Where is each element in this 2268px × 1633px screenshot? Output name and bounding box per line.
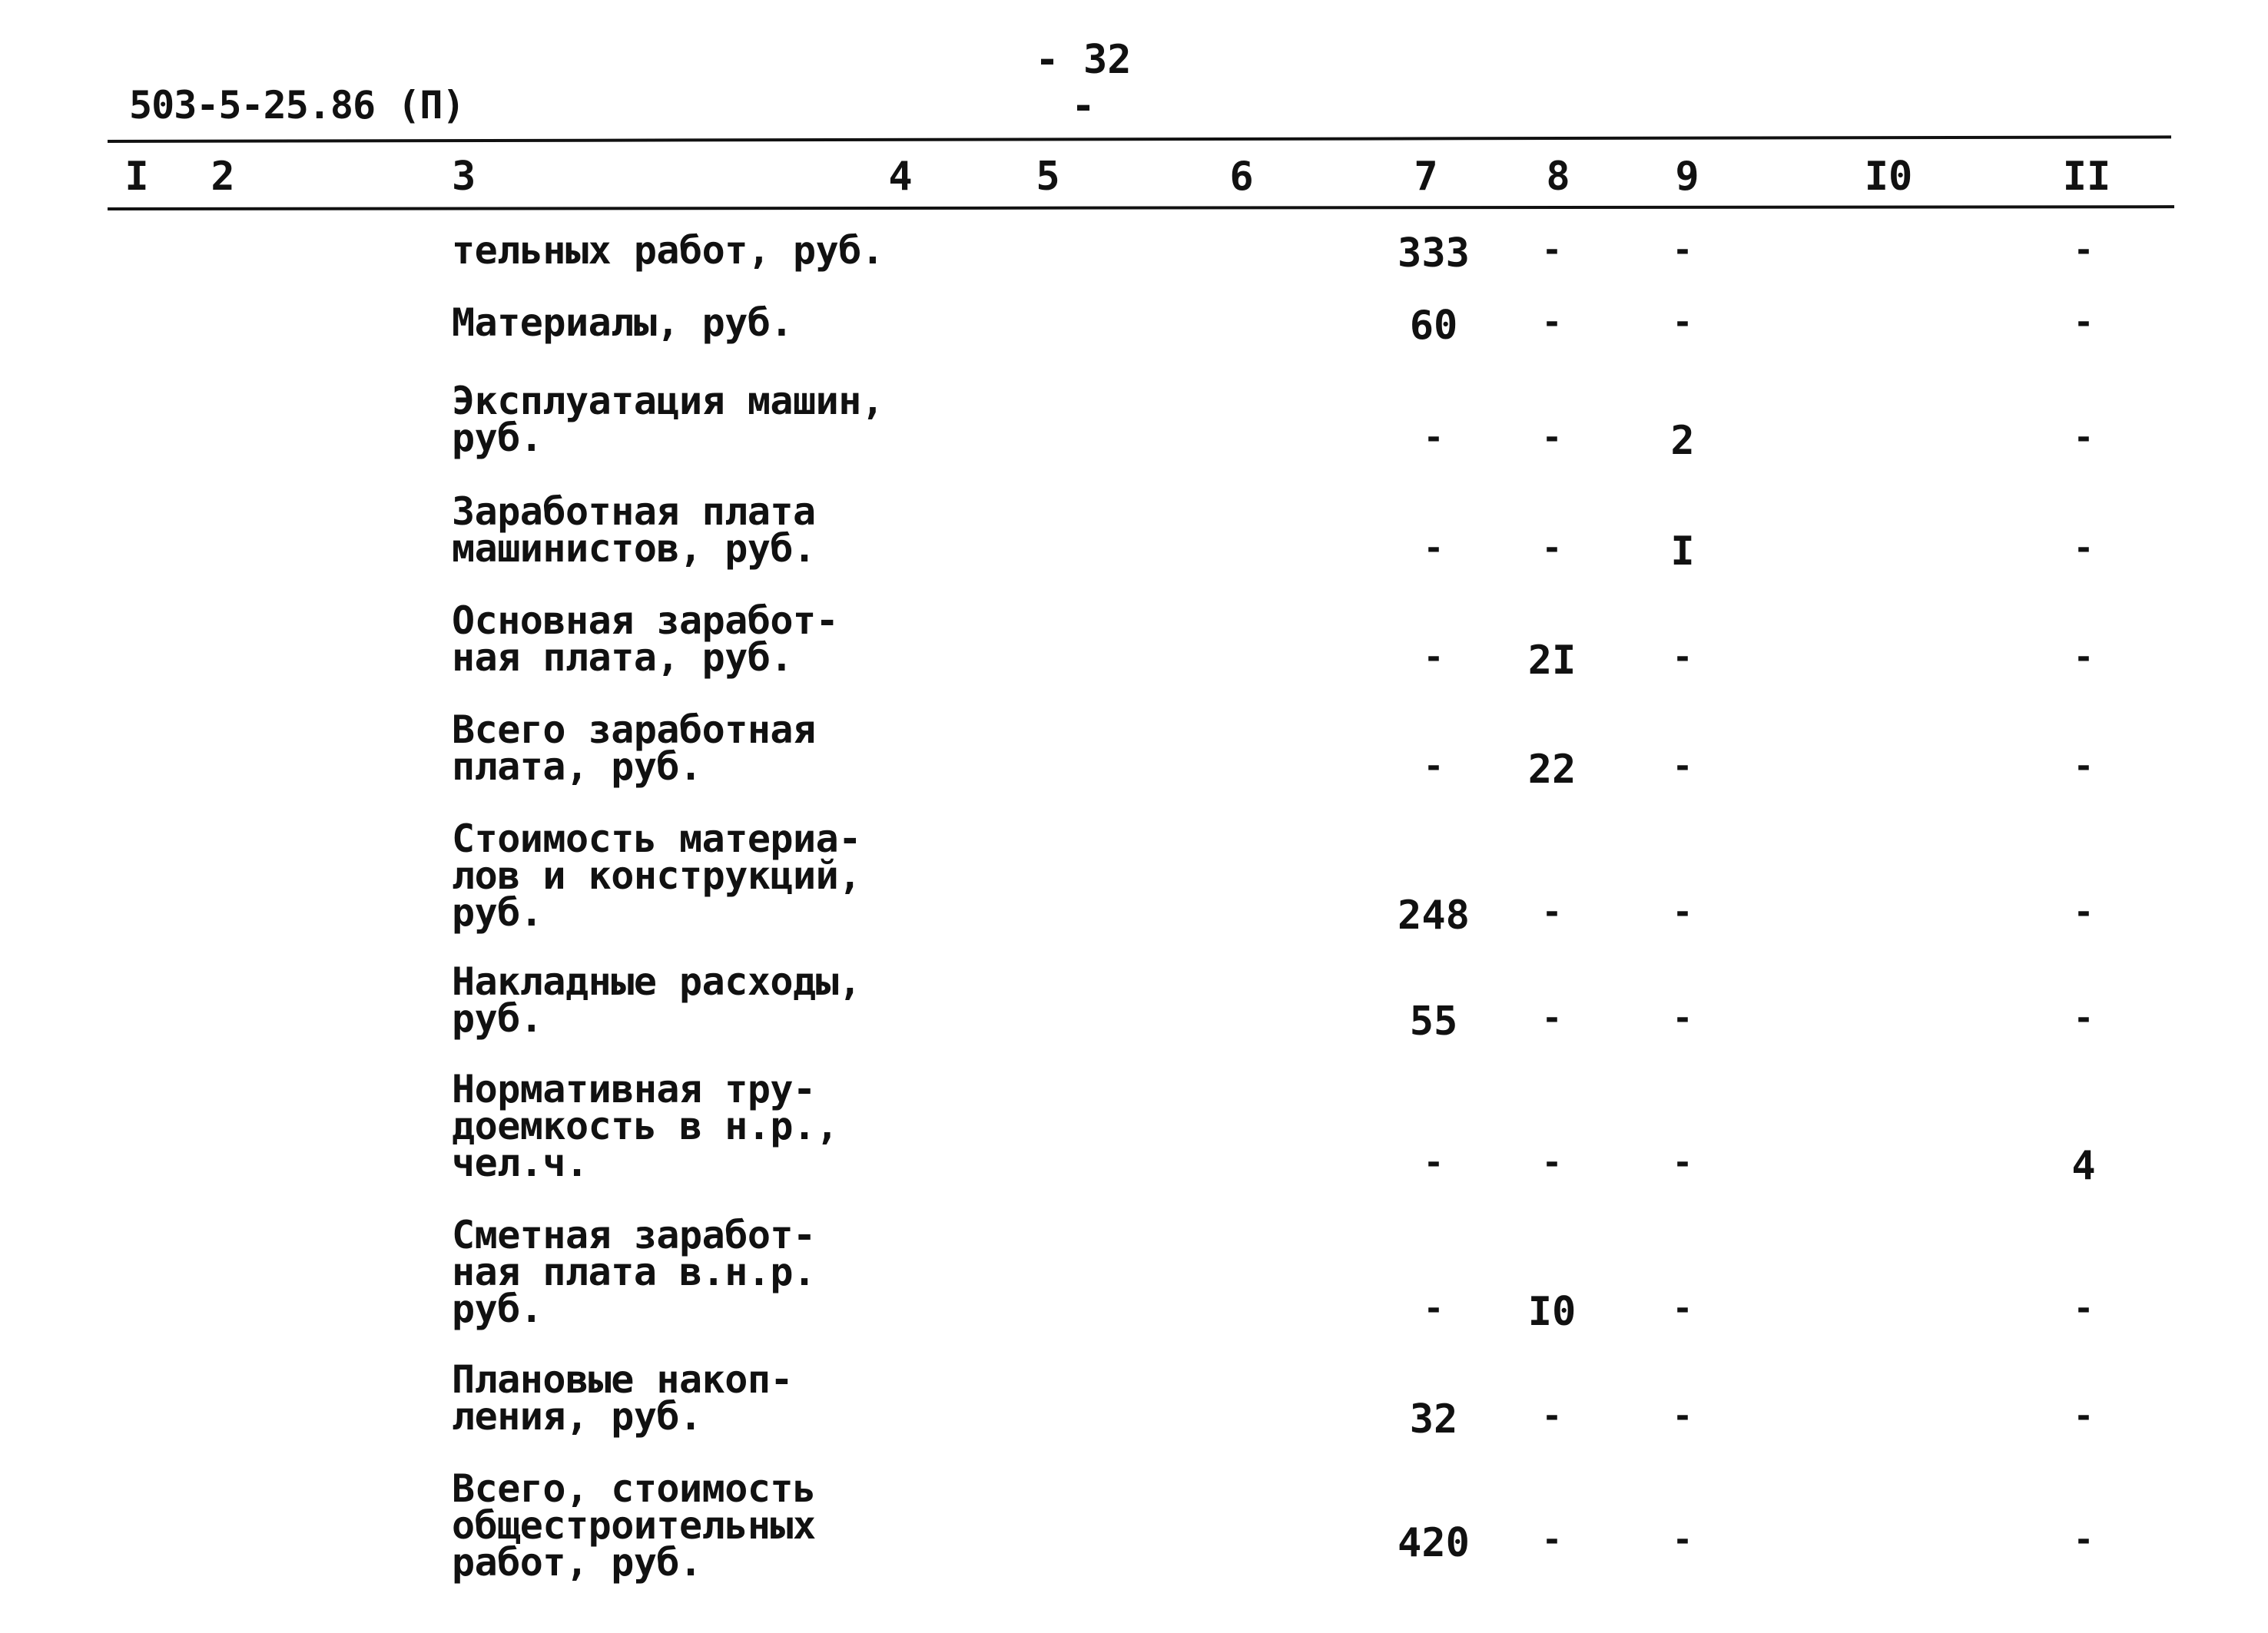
cell-c8: - xyxy=(1541,230,1563,270)
cell-c7: - xyxy=(1423,638,1444,677)
cell-c11: - xyxy=(2073,999,2094,1038)
cell-c9: - xyxy=(1672,1289,1693,1328)
cell-c8: - xyxy=(1541,418,1563,457)
cell-c11: - xyxy=(2073,230,2094,270)
row-label: Накладные расходы, руб. xyxy=(452,959,861,1041)
cell-c11: - xyxy=(2073,418,2094,457)
cell-c8: - xyxy=(1541,1396,1563,1436)
cell-c8: 22 xyxy=(1527,747,1577,793)
row-label: Материалы, руб. xyxy=(452,300,794,345)
row-label: тельных работ, руб. xyxy=(452,228,884,273)
cell-c7: 248 xyxy=(1398,893,1470,939)
cell-c11: - xyxy=(2073,1520,2094,1560)
row-label: Сметная заработ- ная плата в.н.р. руб. xyxy=(452,1213,816,1331)
cell-c8: - xyxy=(1541,999,1563,1038)
column-header-3: 3 xyxy=(452,154,476,200)
column-header-5: 5 xyxy=(1036,154,1060,200)
cell-c8: - xyxy=(1541,1143,1563,1182)
cell-c9: - xyxy=(1672,303,1693,342)
cell-c7: 32 xyxy=(1409,1396,1458,1443)
cell-c11: - xyxy=(2073,528,2094,568)
cell-c11: 4 xyxy=(2071,1143,2096,1189)
cell-c8: - xyxy=(1541,303,1563,342)
cell-c9: - xyxy=(1672,1520,1693,1560)
page-number: - 32 - xyxy=(1035,37,1132,129)
column-header-9: 9 xyxy=(1675,154,1699,200)
row-label: Нормативная тру- доемкость в н.р., чел.ч. xyxy=(452,1067,839,1185)
cell-c11: - xyxy=(2073,638,2094,677)
table-header-rule xyxy=(108,205,2174,210)
row-label: Заработная плата машинистов, руб. xyxy=(452,489,816,571)
cell-c11: - xyxy=(2073,1396,2094,1436)
cell-c9: 2 xyxy=(1670,418,1695,464)
column-header-6: 6 xyxy=(1229,154,1254,200)
row-label: Всего, стоимость общестроительных работ, руб. xyxy=(452,1466,816,1585)
cell-c9: - xyxy=(1672,999,1693,1038)
column-header-1: I xyxy=(124,154,149,200)
column-header-8: 8 xyxy=(1546,154,1570,200)
cell-c7: - xyxy=(1423,1143,1444,1182)
cell-c9: - xyxy=(1672,1143,1693,1182)
row-label: Плановые накоп- ления, руб. xyxy=(452,1357,794,1439)
column-header-10: I0 xyxy=(1864,154,1913,200)
cell-c11: - xyxy=(2073,303,2094,342)
cell-c11: - xyxy=(2073,893,2094,932)
cell-c8: I0 xyxy=(1527,1289,1577,1335)
cell-c7: - xyxy=(1423,528,1444,568)
column-header-4: 4 xyxy=(888,154,913,200)
cell-c9: - xyxy=(1672,230,1693,270)
cell-c7: 333 xyxy=(1398,230,1470,277)
column-header-2: 2 xyxy=(211,154,235,200)
cell-c7: 55 xyxy=(1409,999,1458,1045)
cell-c9: - xyxy=(1672,638,1693,677)
row-label: Всего заработная плата, руб. xyxy=(452,707,816,789)
row-label: Эксплуатация машин, руб. xyxy=(452,379,884,460)
cell-c7: 420 xyxy=(1398,1520,1470,1567)
column-header-11: II xyxy=(2062,154,2111,200)
cell-c9: - xyxy=(1672,893,1693,932)
cell-c7: - xyxy=(1423,1289,1444,1328)
table-top-rule xyxy=(108,135,2171,143)
cell-c11: - xyxy=(2073,1289,2094,1328)
cell-c9: I xyxy=(1670,528,1695,575)
cell-c8: - xyxy=(1541,893,1563,932)
column-header-7: 7 xyxy=(1414,154,1438,200)
cell-c8: - xyxy=(1541,528,1563,568)
cell-c8: 2I xyxy=(1527,638,1577,684)
row-label: Основная заработ- ная плата, руб. xyxy=(452,598,839,680)
cell-c7: - xyxy=(1423,747,1444,786)
cell-c8: - xyxy=(1541,1520,1563,1560)
row-label: Стоимость материа- лов и конструкций, руб. xyxy=(452,816,861,935)
cell-c11: - xyxy=(2073,747,2094,786)
cell-c7: 60 xyxy=(1409,303,1458,349)
cell-c9: - xyxy=(1672,747,1693,786)
cell-c7: - xyxy=(1423,418,1444,457)
document-code: 503-5-25.86 (П) xyxy=(129,83,465,128)
cell-c9: - xyxy=(1672,1396,1693,1436)
